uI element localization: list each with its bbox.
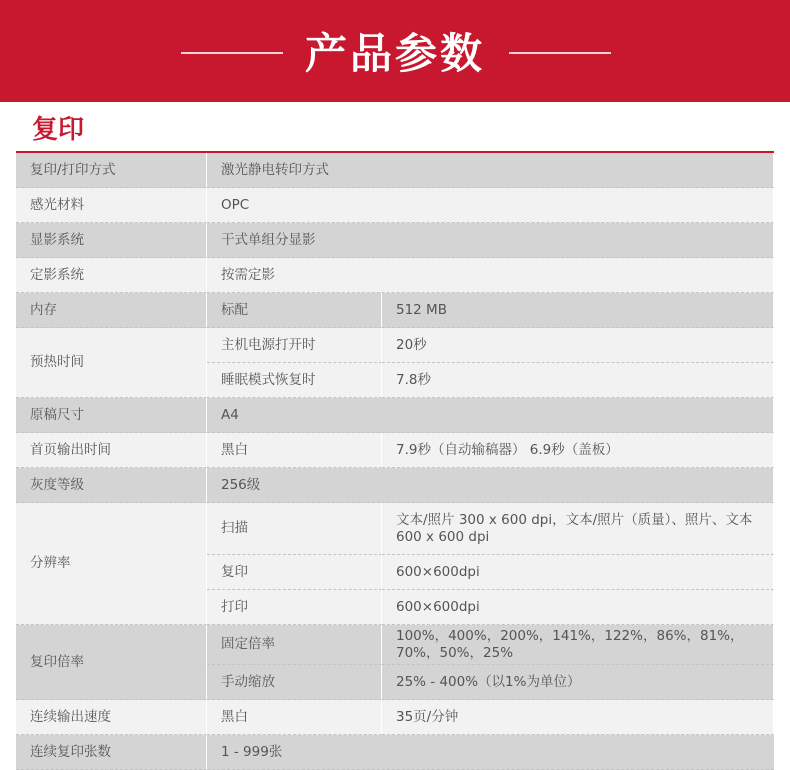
spec-value-grayscale: 256级 [207, 468, 774, 503]
spec-value-original-size: A4 [207, 398, 774, 433]
spec-label-developing: 显影系统 [16, 223, 207, 258]
spec-label-memory: 内存 [16, 293, 207, 328]
spec-value-zoom-fixed: 100%，400%，200%，141%，122%，86%，81%，70%，50%，25% [382, 625, 774, 665]
spec-sub-resolution-scan: 扫描 [207, 503, 382, 555]
spec-value-resolution-copy: 600×600dpi [382, 555, 774, 590]
spec-value-first-copy: 7.9秒（自动输稿器） 6.9秒（盖板） [382, 433, 774, 468]
spec-label-fixing: 定影系统 [16, 258, 207, 293]
spec-label-zoom: 复印倍率 [16, 625, 207, 700]
spec-sub-memory: 标配 [207, 293, 382, 328]
spec-value-continuous-speed: 35页/分钟 [382, 700, 774, 735]
header-banner [0, 0, 790, 102]
banner-divider-right [509, 52, 611, 54]
spec-value-warmup-sleep: 7.8秒 [382, 363, 774, 398]
spec-sub-resolution-copy: 复印 [207, 555, 382, 590]
spec-label-photoconductor: 感光材料 [16, 188, 207, 223]
spec-label-first-copy: 首页输出时间 [16, 433, 207, 468]
spec-sub-resolution-print: 打印 [207, 590, 382, 625]
spec-sub-warmup-sleep: 睡眠模式恢复时 [207, 363, 382, 398]
spec-label-continuous-speed: 连续输出速度 [16, 700, 207, 735]
spec-sub-zoom-manual: 手动缩放 [207, 665, 382, 700]
spec-value-warmup-power-on: 20秒 [382, 328, 774, 363]
spec-value-continuous-copies: 1 - 999张 [207, 735, 774, 770]
spec-sub-warmup-power-on: 主机电源打开时 [207, 328, 382, 363]
spec-value-developing: 干式单组分显影 [207, 223, 774, 258]
banner-title: 产品参数 [304, 29, 485, 78]
spec-label-grayscale: 灰度等级 [16, 468, 207, 503]
spec-label-continuous-copies: 连续复印张数 [16, 735, 207, 770]
spec-value-memory: 512 MB [382, 293, 774, 328]
spec-label-copy-print-method: 复印/打印方式 [16, 153, 207, 188]
spec-value-fixing: 按需定影 [207, 258, 774, 293]
spec-label-warmup: 预热时间 [16, 328, 207, 398]
section-title: 复印 [32, 115, 85, 145]
spec-label-resolution: 分辨率 [16, 503, 207, 625]
spec-label-original-size: 原稿尺寸 [16, 398, 207, 433]
spec-value-photoconductor: OPC [207, 188, 774, 223]
spec-value-resolution-scan: 文本/照片 300 x 600 dpi，文本/照片（质量）、照片、文本 600 x 600 dpi [382, 503, 774, 555]
spec-value-resolution-print: 600×600dpi [382, 590, 774, 625]
spec-sub-continuous-speed: 黑白 [207, 700, 382, 735]
spec-value-copy-print-method: 激光静电转印方式 [207, 153, 774, 188]
spec-sub-zoom-fixed: 固定倍率 [207, 625, 382, 665]
spec-value-zoom-manual: 25% - 400%（以1%为单位） [382, 665, 774, 700]
spec-table [16, 151, 774, 770]
spec-sub-first-copy: 黑白 [207, 433, 382, 468]
